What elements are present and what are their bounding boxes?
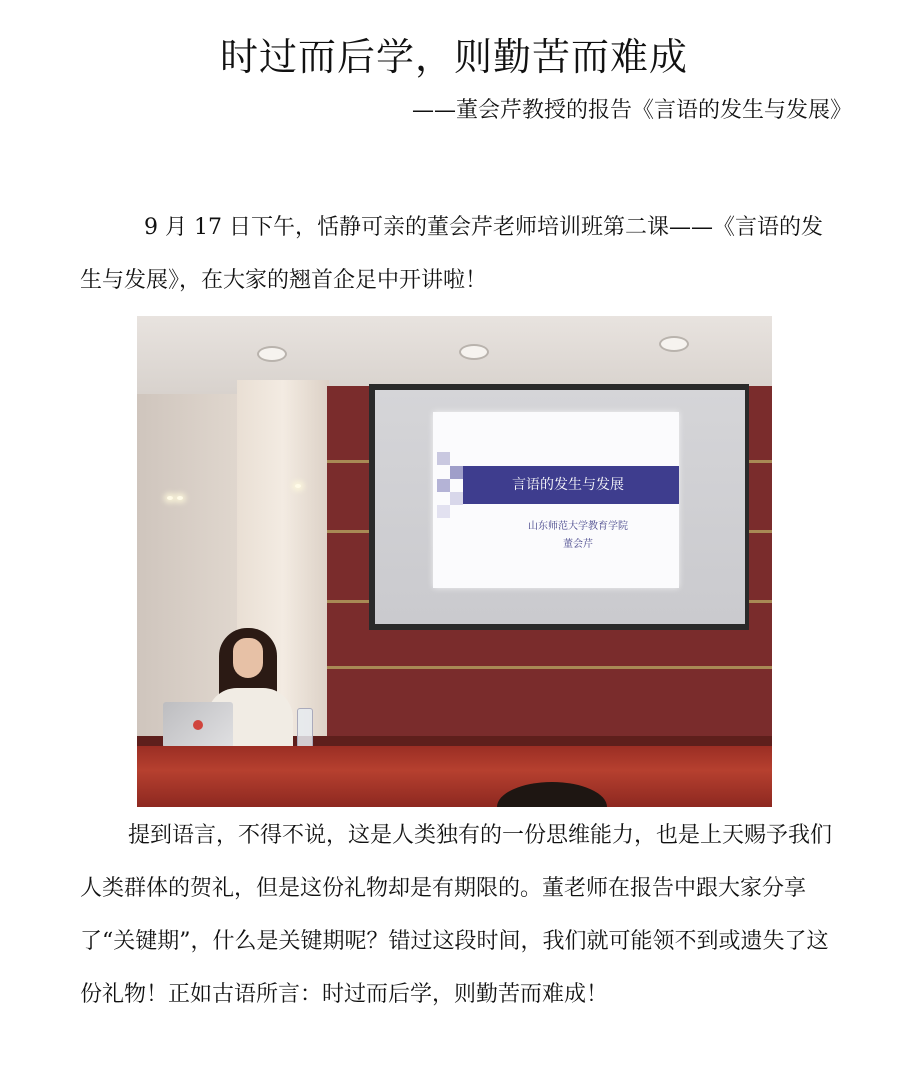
wall-stripe xyxy=(327,666,772,669)
laptop xyxy=(163,702,233,748)
slide-author: 董会芹 xyxy=(563,539,593,550)
document-subtitle: ——董会芹教授的报告《言语的发生与发展》 xyxy=(411,98,852,123)
slide-decor-square xyxy=(450,492,463,505)
spotlight xyxy=(177,496,183,500)
document-title: 时过而后学，则勤苦而难成 xyxy=(219,35,688,79)
slide-decor-square xyxy=(437,505,450,518)
speaker-face xyxy=(233,638,263,678)
slide-decor-square xyxy=(437,479,450,492)
paragraph-intro: 9 月 17 日下午，恬静可亲的董会芹老师培训班第二课——《言语的发生与发展》，在大家的翘首企足中开讲啦！ xyxy=(80,215,823,293)
slide-decor-square xyxy=(437,452,450,465)
lecture-desk xyxy=(137,746,772,807)
spotlight xyxy=(167,496,173,500)
slide-organization: 山东师范大学教育学院 xyxy=(528,521,628,532)
water-bottle xyxy=(297,708,313,750)
ceiling-light xyxy=(257,346,287,362)
laptop-logo xyxy=(193,720,203,730)
slide-title: 言语的发生与发展 xyxy=(512,477,624,493)
ceiling-light xyxy=(659,336,689,352)
ceiling-light xyxy=(459,344,489,360)
ceiling xyxy=(137,316,772,394)
presentation-slide xyxy=(433,412,679,588)
spotlight xyxy=(295,484,301,488)
slide-decor-square xyxy=(450,466,463,479)
paragraph-critical-period: 提到语言，不得不说，这是人类独有的一份思维能力，也是上天赐予我们人类群体的贺礼，但是这份礼物却是有期限的。董老师在报告中跟大家分享了“关键期”，什么是关键期呢？错过这段时间，我们就可能领不到或遗失了这份礼物！正如古语所言：时过而后学，则勤苦而难成！ xyxy=(80,823,833,1007)
lecture-photo xyxy=(137,316,772,807)
